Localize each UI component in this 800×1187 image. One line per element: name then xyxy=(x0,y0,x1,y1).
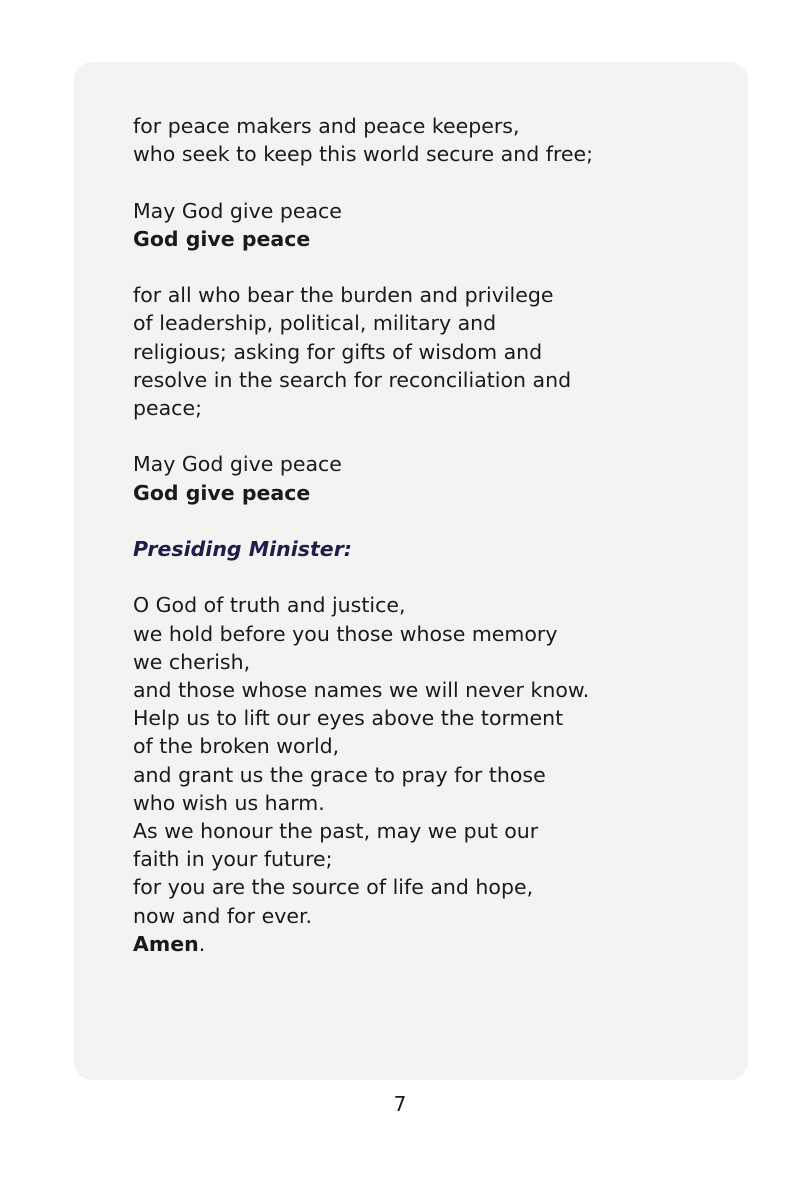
stanza-gap xyxy=(133,253,733,281)
stanza-gap xyxy=(133,422,733,450)
amen-period: . xyxy=(198,931,206,956)
stanza-gap xyxy=(133,168,733,196)
response-reply: God give peace xyxy=(133,226,311,251)
prayer-line: now and for ever. xyxy=(133,903,313,928)
prayer-line: who wish us harm. xyxy=(133,790,325,815)
presiding-minister-heading: Presiding Minister: xyxy=(133,536,353,561)
response-call: May God give peace xyxy=(133,452,342,477)
liturgy-text xyxy=(133,112,733,958)
prayer-line: we hold before you those whose memory xyxy=(133,621,558,646)
text-line: of leadership, political, military and xyxy=(133,311,497,336)
prayer-line: and those whose names we will never know. xyxy=(133,677,590,702)
text-line: resolve in the search for reconciliation and xyxy=(133,367,572,392)
prayer-line: for you are the source of life and hope, xyxy=(133,875,534,900)
amen: Amen xyxy=(133,931,199,956)
prayer-line: faith in your future; xyxy=(133,847,333,872)
prayer-line: and grant us the grace to pray for those xyxy=(133,762,546,787)
amen-line xyxy=(133,930,733,958)
stanza-gap xyxy=(133,563,733,591)
response-call: May God give peace xyxy=(133,198,342,223)
prayer-line: of the broken world, xyxy=(133,734,340,759)
text-line: for all who bear the burden and privilege xyxy=(133,283,554,308)
text-line: for peace makers and peace keepers, xyxy=(133,114,520,138)
prayer-line: O God of truth and justice, xyxy=(133,593,406,618)
text-line: peace; xyxy=(133,396,202,420)
stanza-gap xyxy=(133,507,733,535)
prayer-line: Help us to lift our eyes above the torment xyxy=(133,706,564,731)
page-number: 7 xyxy=(393,1092,407,1116)
prayer-line: As we honour the past, may we put our xyxy=(133,819,539,843)
prayer-line: we cherish, xyxy=(133,649,251,674)
text-line: who seek to keep this world secure and free; xyxy=(133,142,594,167)
text-line: religious; asking for gifts of wisdom and xyxy=(133,339,543,364)
response-reply: God give peace xyxy=(133,480,311,505)
